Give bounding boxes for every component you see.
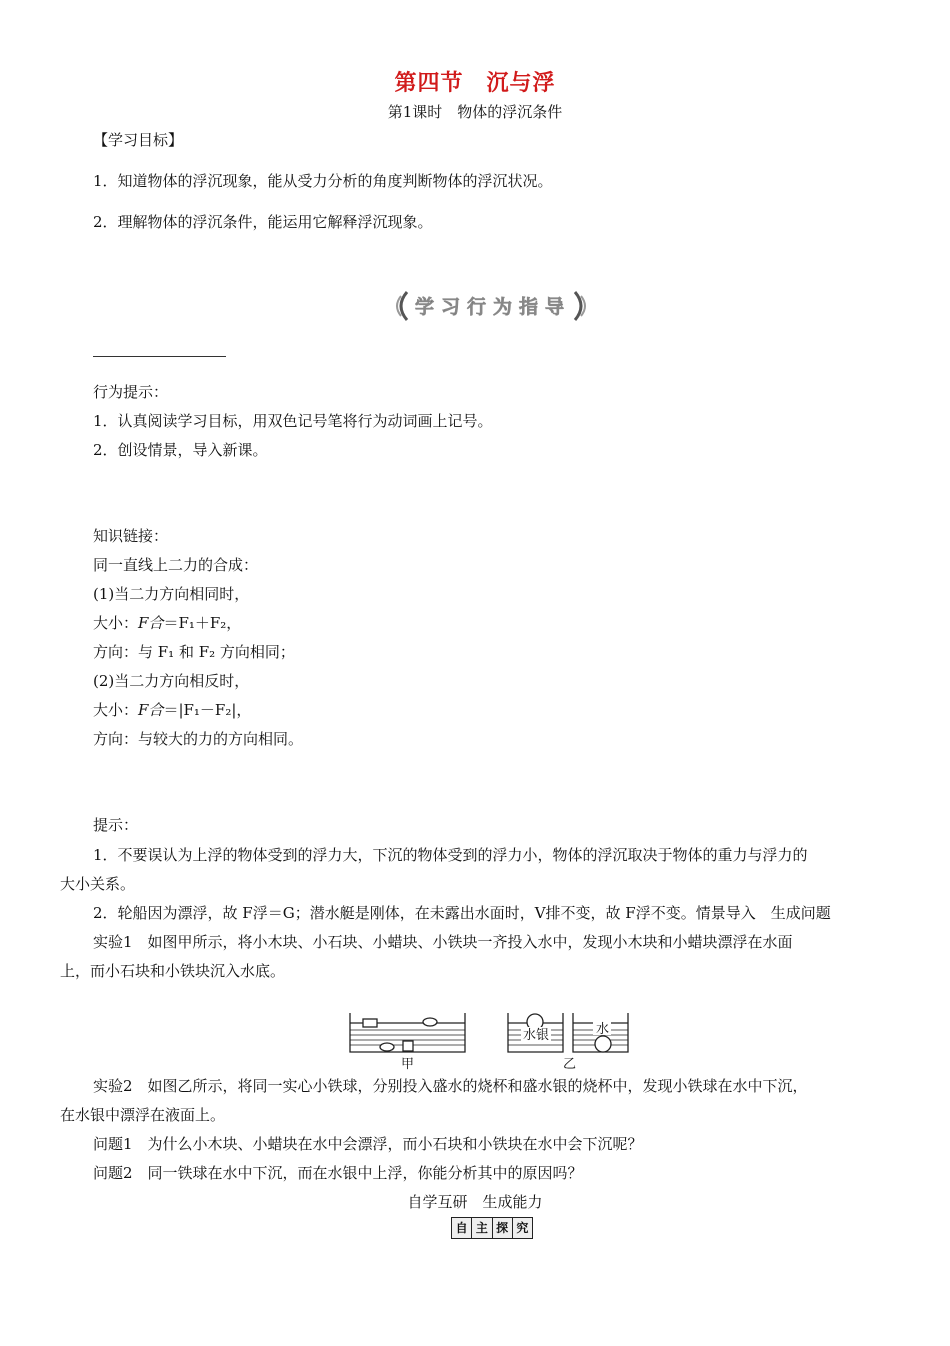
label-jia: 甲 xyxy=(401,1057,415,1072)
banner-char: 指 xyxy=(519,296,539,318)
banner-char: 导 xyxy=(545,296,565,318)
knowledge-eq-1 xyxy=(93,613,241,633)
banner-char: 为 xyxy=(493,296,513,318)
banner-char: 学 xyxy=(415,296,435,318)
experiment-1-line-1: 实验1 如图甲所示，将小木块、小石块、小蜡块、小铁块一齐投入水中，发现小木块和小蜡块漂浮在水面 xyxy=(93,933,793,951)
self-study-badge xyxy=(451,1217,533,1239)
knowledge-topic: 同一直线上二力的合成： xyxy=(93,556,259,574)
size-label: 大小： xyxy=(93,701,139,719)
experiment-2-line-2: 在水银中漂浮在液面上。 xyxy=(60,1106,226,1124)
banner-char: 习 xyxy=(441,296,461,318)
behavior-item-1: 1．认真阅读学习目标，用双色记号笔将行为动词画上记号。 xyxy=(93,412,493,430)
badge-char: 自 xyxy=(452,1218,472,1238)
equation-2: ＝|F₁－F₂|， xyxy=(163,701,252,719)
question-2: 问题2 同一铁球在水中下沉，而在水银中上浮，你能分析其中的原因吗？ xyxy=(93,1164,583,1182)
experiment-2-line-1: 实验2 如图乙所示，将同一实心小铁球，分别投入盛水的烧杯和盛水银的烧杯中，发现小铁球在水中下沉， xyxy=(93,1077,808,1095)
force-symbol: F合 xyxy=(138,614,164,632)
knowledge-heading: 知识链接： xyxy=(93,527,169,545)
label-water: 水 xyxy=(596,1022,610,1037)
equation-1: ＝F₁＋F₂， xyxy=(163,614,242,632)
badge-char: 探 xyxy=(493,1218,513,1238)
section-title: 自学互研 生成能力 xyxy=(407,1193,543,1211)
knowledge-eq-2 xyxy=(93,700,251,720)
tip-1-line-1: 1．不要误认为上浮的物体受到的浮力大，下沉的物体受到的浮力小，物体的浮沉取决于物体的重力与浮力的 xyxy=(93,846,808,864)
experiment-1-line-2: 上，而小石块和小铁块沉入水底。 xyxy=(60,962,286,980)
banner-char: 行 xyxy=(467,296,487,318)
knowledge-case-2: (2)当二力方向相反时， xyxy=(93,672,250,690)
divider-line xyxy=(93,356,226,357)
badge-char: 主 xyxy=(472,1218,492,1238)
objectives-heading: 【学习目标】 xyxy=(93,131,184,149)
question-1: 问题1 为什么小木块、小蜡块在水中会漂浮，而小石块和小铁块在水中会下沉呢？ xyxy=(93,1135,643,1153)
tip-2: 2．轮船因为漂浮，故 F浮＝G；潜水艇是刚体，在未露出水面时，V排不变，故 F浮不变。情景导入 生成问题 xyxy=(93,904,831,922)
knowledge-direction-2: 方向：与较大的力的方向相同。 xyxy=(93,730,304,748)
behavior-item-2: 2．创设情景，导入新课。 xyxy=(93,441,268,459)
knowledge-case-1: (1)当二力方向相同时， xyxy=(93,585,250,603)
knowledge-direction-1: 方向：与 F₁ 和 F₂ 方向相同； xyxy=(93,643,295,661)
force-symbol: F合 xyxy=(138,701,164,719)
page-subtitle: 第1课时 物体的浮沉条件 xyxy=(387,103,563,121)
page-title: 第四节 沉与浮 xyxy=(394,71,556,96)
behavior-heading: 行为提示： xyxy=(93,383,169,401)
tip-1-line-2: 大小关系。 xyxy=(60,875,136,893)
guidance-banner xyxy=(393,288,589,324)
objective-item-1: 1．知道物体的浮沉现象，能从受力分析的角度判断物体的浮沉状况。 xyxy=(93,172,553,190)
size-label: 大小： xyxy=(93,614,139,632)
label-mercury: 水银 xyxy=(523,1028,550,1043)
tips-heading: 提示： xyxy=(93,816,139,834)
badge-char: 究 xyxy=(516,1221,529,1235)
beaker-jia xyxy=(350,1013,465,1052)
objective-item-2: 2．理解物体的浮沉条件，能运用它解释浮沉现象。 xyxy=(93,213,433,231)
experiment-figure xyxy=(345,1010,640,1073)
label-yi: 乙 xyxy=(563,1057,577,1072)
